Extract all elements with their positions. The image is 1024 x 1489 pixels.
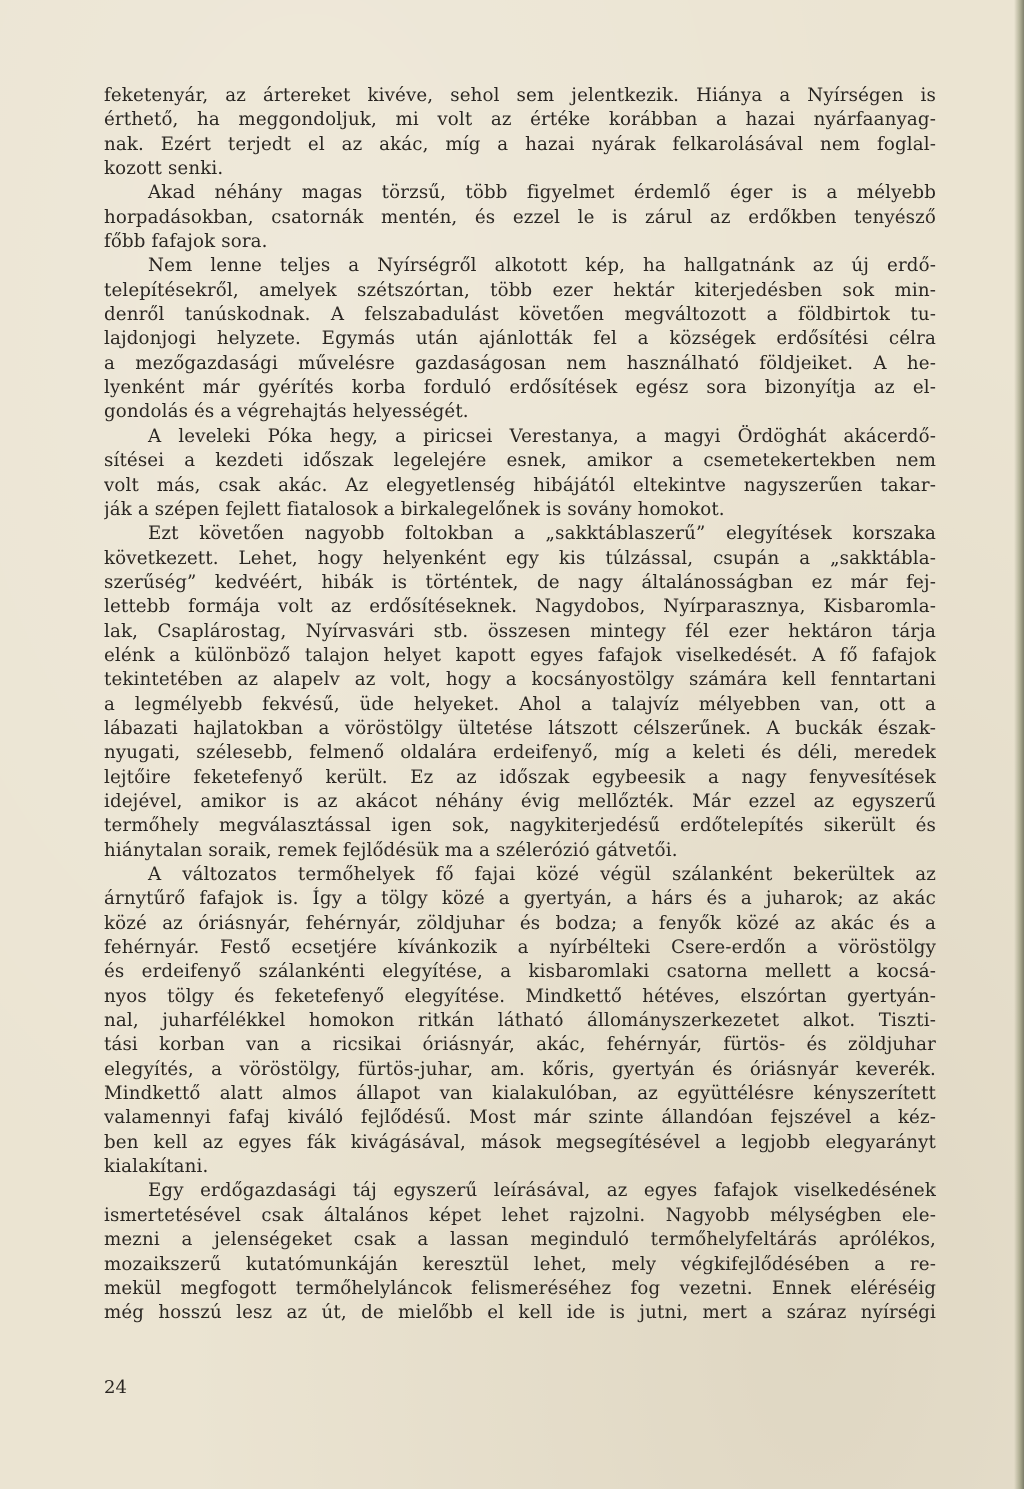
text-line: hiánytalan soraik, remek fejlődésük ma a szélerózió gátvetői. <box>104 839 678 861</box>
text-line: a legmélyebb fekvésű, üde helyeket. Ahol a talajvíz mélyebben van, ott a <box>104 693 936 715</box>
text-line: fehérnyár. Festő ecsetjére kívánkozik a nyírbélteki Csere-erdőn a vöröstölgy <box>104 937 936 959</box>
text-line: valamennyi fafaj kiváló fejlődésű. Most már szinte állandóan fejszével a kéz- <box>104 1107 936 1129</box>
text-line: idejével, amikor is az akácot néhány évig mellőzték. Már ezzel az egyszerű <box>104 790 936 812</box>
text-line: horpadásokban, csatornák mentén, és ezzel le is zárul az erdőkben tenyésző <box>104 206 936 228</box>
text-line: telepítésekről, amelyek szétszórtan, több ezer hektár kiterjedésben sok min- <box>104 279 936 301</box>
text-line: nal, juharfélékkel homokon ritkán látható állományszerkezetet alkot. Tiszti- <box>104 1010 936 1032</box>
text-line: volt más, csak akác. Az elegyetlenség hibájától eltekintve nagyszerűen takar- <box>104 474 936 496</box>
text-line: szerűség” kedvéért, hibák is történtek, de nagy általánosságban ez már fej- <box>104 571 936 593</box>
text-line: tási korban van a ricsikai óriásnyár, akác, fehérnyár, fürtös- és zöldjuhar <box>104 1034 936 1056</box>
text-line: nyugati, szélesebb, felmenő oldalára erdeifenyő, míg a keleti és déli, meredek <box>104 742 936 764</box>
text-line: lyenként már gyérítés korba forduló erdősítések egész sora bizonyítja az el- <box>104 377 936 399</box>
text-line: lábazati hajlatokban a vöröstölgy ültetése látszott célszerűnek. A buckák észak- <box>104 717 936 739</box>
text-line: nak. Ezért terjedt el az akác, míg a hazai nyárak felkarolásával nem foglal- <box>104 133 936 155</box>
text-line: elegyítés, a vöröstölgy, fürtös-juhar, am. kőris, gyertyán és óriásnyár keverék. <box>104 1058 936 1080</box>
text-line: denről tanúskodnak. A felszabadulást követően megváltozott a földbirtok tu- <box>104 304 936 326</box>
text-line: főbb fafajok sora. <box>104 231 268 253</box>
text-line: kozott senki. <box>104 158 224 180</box>
paragraph-start-line: A változatos termőhelyek fő fajai közé végül szálanként bekerültek az <box>148 864 936 885</box>
text-line: árnytűrő fafajok is. Így a tölgy közé a gyertyán, a hárs és a juharok; az akác <box>104 888 936 910</box>
text-line: Mindkettő alatt almos állapot van kialakulóban, az együttélésre kényszerített <box>104 1083 936 1105</box>
text-line: nyos tölgy és feketefenyő elegyítése. Mindkettő hétéves, elszórtan gyertyán- <box>104 985 936 1007</box>
text-line: érthető, ha meggondoljuk, mi volt az értéke korábban a hazai nyárfaanyag- <box>104 109 936 131</box>
text-line: lajdonjogi helyzete. Egymás után ajánlották fel a községek erdősítési célra <box>104 328 936 350</box>
page-edge-shadow <box>1014 0 1024 1489</box>
text-line: ismertetésével csak általános képet lehet rajzolni. Nagyobb mélységben ele- <box>104 1204 936 1226</box>
paragraph-start-line: Akad néhány magas törzsű, több figyelmet érdemlő éger is a mélyebb <box>148 182 936 204</box>
paragraph-start-line: Ezt követően nagyobb foltokban a „sakktáblaszerű” elegyítések korszaka <box>148 523 936 545</box>
text-line: ben kell az egyes fák kivágásával, mások megsegítésével a legjobb elegyarányt <box>104 1131 936 1153</box>
text-line: és erdeifenyő szálankénti elegyítése, a kisbaromlaki csatorna mellett a kocsá- <box>104 961 936 983</box>
text-line: kialakítani. <box>104 1156 209 1178</box>
text-line: közé az óriásnyár, fehérnyár, zöldjuhar és bodza; a fenyők közé az akác és a <box>104 912 936 934</box>
text-line: mekül megfogott termőhelyláncok felismeréséhez fog vezetni. Ennek eléréséig <box>104 1277 936 1299</box>
text-line: lettebb formája volt az erdősítéseknek. Nagydobos, Nyírparasznya, Kisbaromla- <box>104 596 936 618</box>
paragraph-start-line: A leveleki Póka hegy, a piricsei Verestanya, a magyi Ördöghát akácerdő- <box>148 425 936 447</box>
text-line: a mezőgazdasági művelésre gazdaságosan nem használható földjeiket. A he- <box>104 352 936 374</box>
paragraph-start-line: Egy erdőgazdasági táj egyszerű leírásával, az egyes fafajok viselkedésének <box>148 1180 936 1202</box>
text-line: mozaikszerű kutatómunkáján keresztül lehet, mely végkifejlődésében a re- <box>104 1253 936 1275</box>
text-line: ják a szépen fejlett fiatalosok a birkalegelőnek is sovány homokot. <box>104 498 725 520</box>
text-line: termőhely megválasztással igen sok, nagykiterjedésű erdőtelepítés sikerült és <box>104 815 936 837</box>
text-line: feketenyár, az ártereket kivéve, sehol sem jelentkezik. Hiánya a Nyírségen is <box>104 85 936 106</box>
text-line: még hosszú lesz az út, de mielőbb el kell ide is jutni, mert a száraz nyírségi <box>104 1302 936 1324</box>
text-line: lak, Csaplárostag, Nyírvasvári stb. összesen mintegy fél ezer hektáron tárja <box>104 620 936 642</box>
page-number: 24 <box>104 1377 127 1398</box>
text-line: lejtőire feketefenyő került. Ez az időszak egybeesik a nagy fenyvesítések <box>104 766 936 788</box>
text-line: mezni a jelenségeket csak a lassan meginduló termőhelyfeltárás aprólékos, <box>104 1229 936 1251</box>
text-line: elénk a különböző talajon helyet kapott egyes fafajok viselkedését. A fő fafajok <box>104 644 936 666</box>
text-line: sítései a kezdeti időszak legelejére esnek, amikor a csemetekertekben nem <box>104 450 936 472</box>
text-line: gondolás és a végrehajtás helyességét. <box>104 401 469 423</box>
text-line: következett. Lehet, hogy helyenként egy kis túlzással, csupán a „sakktábla- <box>104 547 936 569</box>
paragraph-start-line: Nem lenne teljes a Nyírségről alkotott kép, ha hallgatnánk az új erdő- <box>148 255 936 277</box>
text-line: tekintetében az alapelv az volt, hogy a kocsányostölgy számára kell fenntartani <box>104 669 936 691</box>
body-text <box>104 84 936 1326</box>
